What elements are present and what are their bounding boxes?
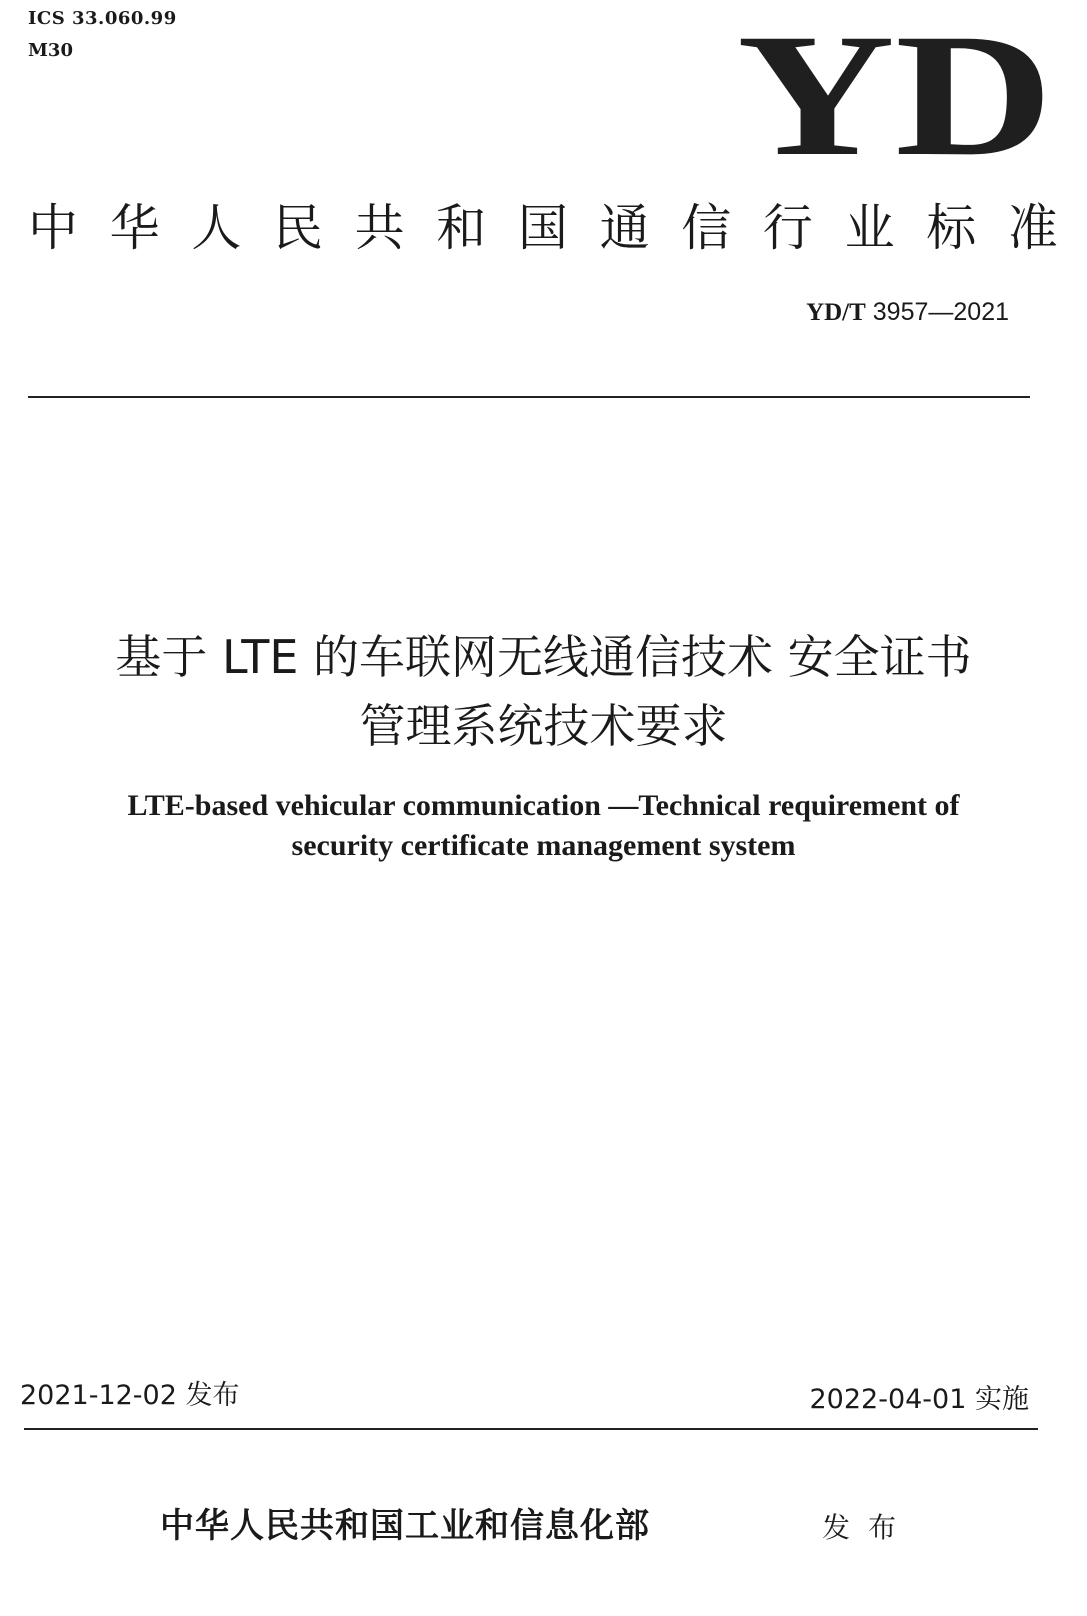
yd-logo <box>730 8 1060 178</box>
org-title-char: 准 <box>1007 199 1058 257</box>
org-title-char: 信 <box>681 199 732 257</box>
org-title-char: 民 <box>272 199 323 257</box>
org-title-char: 标 <box>926 199 977 257</box>
classification-code: M30 <box>28 40 73 61</box>
title-english-line-2: security certificate management system <box>291 829 796 862</box>
publish-date: 2021-12-02 发布 <box>20 1380 240 1411</box>
standard-number <box>806 298 1009 327</box>
header-divider <box>28 396 1030 398</box>
org-title-char: 华 <box>109 199 160 257</box>
implementation-date: 2022-04-01 实施 <box>809 1384 1029 1415</box>
standard-prefix: YD/T <box>806 299 866 326</box>
standard-code: 3957—2021 <box>872 298 1009 326</box>
title-chinese-line-1: 基于 LTE 的车联网无线通信技术 安全证书 <box>115 630 972 684</box>
org-title-char: 业 <box>844 199 895 257</box>
org-title-char: 行 <box>762 199 813 257</box>
footer-divider <box>24 1428 1038 1430</box>
organization-title <box>28 192 1058 256</box>
org-title-char: 人 <box>191 199 242 257</box>
org-title-char: 国 <box>517 199 568 257</box>
title-chinese-line-2: 管理系统技术要求 <box>359 699 728 753</box>
title-english-line-1: LTE-based vehicular communication —Technical requirement of <box>127 789 960 822</box>
issue-label: 发布 <box>822 1511 915 1544</box>
org-title-char: 共 <box>354 199 405 257</box>
issuing-authority: 中华人民共和国工业和信息化部 <box>160 1506 650 1546</box>
org-title-char: 中 <box>28 199 78 257</box>
svg-text:YD: YD <box>737 8 1053 178</box>
org-title-char: 通 <box>599 199 650 257</box>
ics-code: ICS 33.060.99 <box>28 8 177 29</box>
org-title-char: 和 <box>436 199 487 257</box>
